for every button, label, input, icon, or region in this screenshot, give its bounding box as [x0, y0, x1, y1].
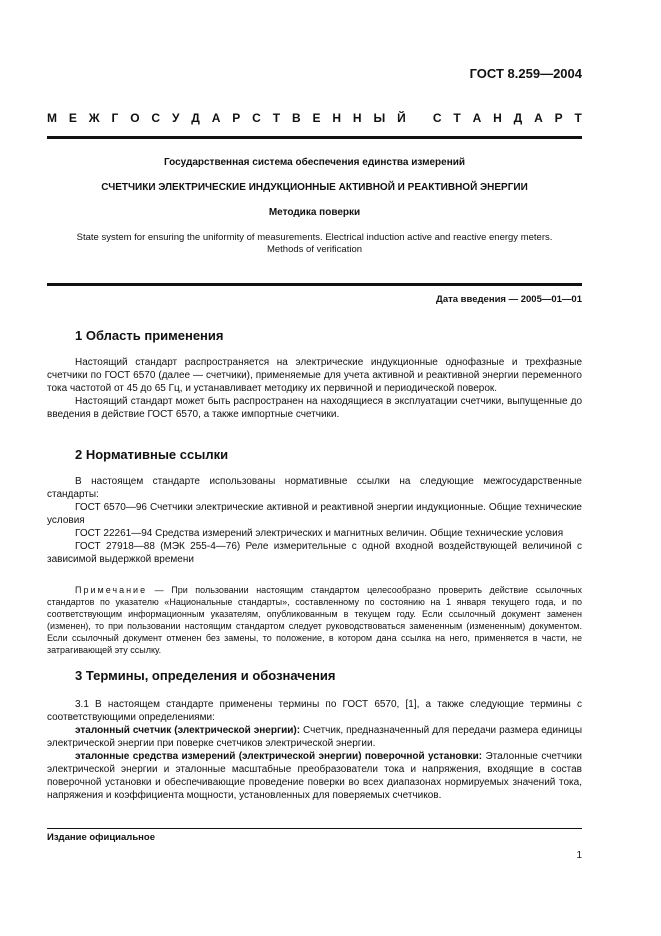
section-1-body: [47, 356, 582, 421]
section-1-paragraph: Настоящий стандарт может быть распространен на находящиеся в эксплуатации счетчики, выпущенные до введения в действие ГОСТ 6570, а также импортные счетчики.: [47, 396, 582, 420]
banner-letter: А: [211, 111, 221, 125]
banner-letter: Н: [352, 111, 362, 125]
banner-letter: Т: [574, 111, 582, 125]
english-title-line1: State system for ensuring the uniformity of measurements. Electrical induction active and reactive energy meters.: [76, 232, 553, 243]
section-1-heading: 1 Область применения: [75, 328, 224, 343]
banner-letter: С: [151, 111, 161, 125]
banner-letter: Ж: [88, 111, 100, 125]
header-rule-top: [47, 136, 582, 139]
banner-letter: Н: [332, 111, 342, 125]
term: эталонные средства измерений (электрической энергии) поверочной установки:: [75, 751, 483, 762]
banner-letter: Т: [453, 111, 461, 125]
english-title: [47, 232, 582, 256]
interstate-standard-banner: [47, 111, 582, 125]
introduction-date: Дата введения — 2005—01—01: [436, 294, 582, 305]
banner-letter: Е: [312, 111, 321, 125]
note-label: Примечание: [75, 585, 148, 595]
section-2-body: [47, 475, 582, 566]
section-3-heading: 3 Термины, определения и обозначения: [75, 668, 336, 683]
system-title: Государственная система обеспечения единства измерений: [163, 157, 466, 168]
banner-letter: Е: [68, 111, 77, 125]
reference-note: [47, 584, 582, 656]
term-definition: [47, 724, 582, 750]
header-rule-bottom: [47, 283, 582, 286]
english-title-line2: Methods of verification: [266, 244, 363, 255]
banner-letter: Д: [191, 111, 200, 125]
normative-reference: ГОСТ 27918—88 (МЭК 255-4—76) Реле измерительные с одной входной воздействующей величиной с зависимой выдержкой времени: [47, 541, 582, 565]
banner-letter: А: [534, 111, 543, 125]
banner-letter: Р: [232, 111, 241, 125]
banner-letter: Д: [513, 111, 523, 125]
banner-letter: У: [171, 111, 180, 125]
page-number: 1: [576, 850, 582, 861]
term: эталонный счетчик (электрической энергии):: [75, 725, 301, 736]
section-3-paragraph: 3.1 В настоящем стандарте применены термины по ГОСТ 6570, [1], а также следующие термины с соответствующими определениями:: [47, 699, 582, 723]
document-subtitle: Методика поверки: [268, 207, 361, 218]
banner-letter: Ы: [373, 111, 386, 125]
banner-letter: М: [47, 111, 57, 125]
banner-letter: В: [291, 111, 301, 125]
note-text: — При пользовании настоящим стандартом целесообразно проверить действие ссылочных стандартов по указателю «Национальные стандарты», составленному по состоянию на 1 января текущего года, и по соответствующим информационным указателям, опубликованным в текущем году. Если ссылочный документ заменен (изменен), то при пользовании настоящим стандартом следует руководствоваться замененным (измененным) документом. Если ссылочный документ отменен без замены, то положение, в котором дана ссылка на него, применяется в части, не затрагивающей эту ссылку.: [47, 585, 582, 655]
banner-letter: Р: [554, 111, 563, 125]
banner-letter: С: [432, 111, 442, 125]
document-number: ГОСТ 8.259—2004: [469, 66, 582, 81]
document-title: СЧЕТЧИКИ ЭЛЕКТРИЧЕСКИЕ ИНДУКЦИОННЫЕ АКТИВНОЙ И РЕАКТИВНОЙ ЭНЕРГИИ: [101, 182, 528, 193]
definition: Эталонные счетчики электрической энергии и эталонные масштабные преобразователи тока и напряжения, входящие в состав поверочной установки и обеспечивающие проведение поверки во всех диапазонах нормируемых значений тока, напряжения и коэффициента мощности, установленных для поверяемых счетчиков.: [47, 751, 582, 801]
banner-letter: Й: [397, 111, 406, 125]
banner-letter: Н: [493, 111, 502, 125]
banner-letter: [418, 111, 421, 125]
normative-reference: ГОСТ 22261—94 Средства измерений электрических и магнитных величин. Общие технические условия: [75, 528, 564, 539]
banner-letter: Г: [111, 111, 119, 125]
official-edition-label: Издание официальное: [47, 832, 155, 843]
section-3-body: [47, 698, 582, 802]
section-2-paragraph: В настоящем стандарте использованы нормативные ссылки на следующие межгосударственные стандарты:: [47, 476, 582, 500]
section-2-heading: 2 Нормативные ссылки: [75, 447, 229, 462]
banner-letter: Т: [272, 111, 281, 125]
term-definition: [47, 750, 582, 802]
section-1-paragraph: Настоящий стандарт распространяется на электрические индукционные однофазные и трехфазные счетчики по ГОСТ 6570 (далее — счетчики), применяемые для учета активной и реактивной энергии переменного тока частотой от 45 до 65 Гц, и устанавливает методику их первичной и периодической поверок.: [47, 357, 582, 394]
banner-letter: А: [472, 111, 482, 125]
normative-reference: ГОСТ 6570—96 Счетчики электрические активной и реактивной энергии индукционные. Общие технические условия: [47, 502, 582, 526]
banner-letter: С: [252, 111, 261, 125]
definition: Счетчик, предназначенный для передачи размера единицы электрической энергии при поверке счетчиков электрической энергии.: [47, 725, 583, 749]
banner-letter: О: [130, 111, 140, 125]
footer-rule: [47, 828, 582, 829]
